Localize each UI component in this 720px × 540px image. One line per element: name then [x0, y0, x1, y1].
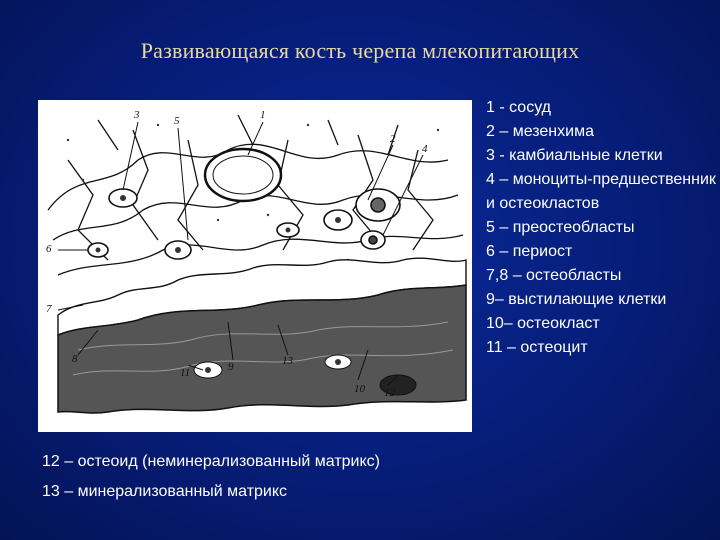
legend-list: [486, 96, 716, 360]
legend-item-2: 2 – мезенхима: [486, 123, 594, 140]
figure-label-2: 2: [390, 133, 396, 145]
legend-item-4: 4 – моноциты-предшественник и остеокластов: [486, 171, 716, 212]
figure-label-7: 7: [46, 303, 52, 315]
figure-label-12: 12: [384, 387, 395, 399]
legend-item-9: 10– остеокласт: [486, 315, 600, 332]
slide-title: Развивающаяся кость черепа млекопитающих: [140, 38, 580, 63]
figure-label-13: 13: [282, 355, 293, 367]
legend-item-1: 1 - сосуд: [486, 99, 551, 116]
bone-histology-figure: [38, 100, 472, 432]
legend-item-5: 5 – преостеобласты: [486, 219, 635, 236]
figure-label-6: 6: [46, 243, 52, 255]
legend-item-6: 6 – периост: [486, 243, 573, 260]
figure-label-3: 3: [134, 109, 140, 121]
figure-label-4: 4: [422, 143, 428, 155]
figure-label-9: 9: [228, 361, 234, 373]
figure-label-8: 8: [72, 353, 78, 365]
bone-drawing: [38, 100, 472, 432]
figure-label-1: 1: [260, 109, 266, 121]
note-osteoid: 12 – остеоид (неминерализованный матрикс): [42, 453, 380, 470]
note-mineralized-matrix: 13 – минерализованный матрикс: [42, 483, 288, 500]
figure-label-5: 5: [174, 115, 180, 127]
blood-vessel: [205, 149, 281, 201]
legend-item-3: 3 - камбиальные клетки: [486, 147, 663, 164]
legend-item-8: 9– выстилающие клетки: [486, 291, 667, 308]
figure-label-10: 10: [354, 383, 365, 395]
figure-label-11: 11: [180, 367, 191, 379]
legend-item-7: 7,8 – остеобласты: [486, 267, 622, 284]
legend-item-10: 11 – остеоцит: [486, 339, 588, 356]
